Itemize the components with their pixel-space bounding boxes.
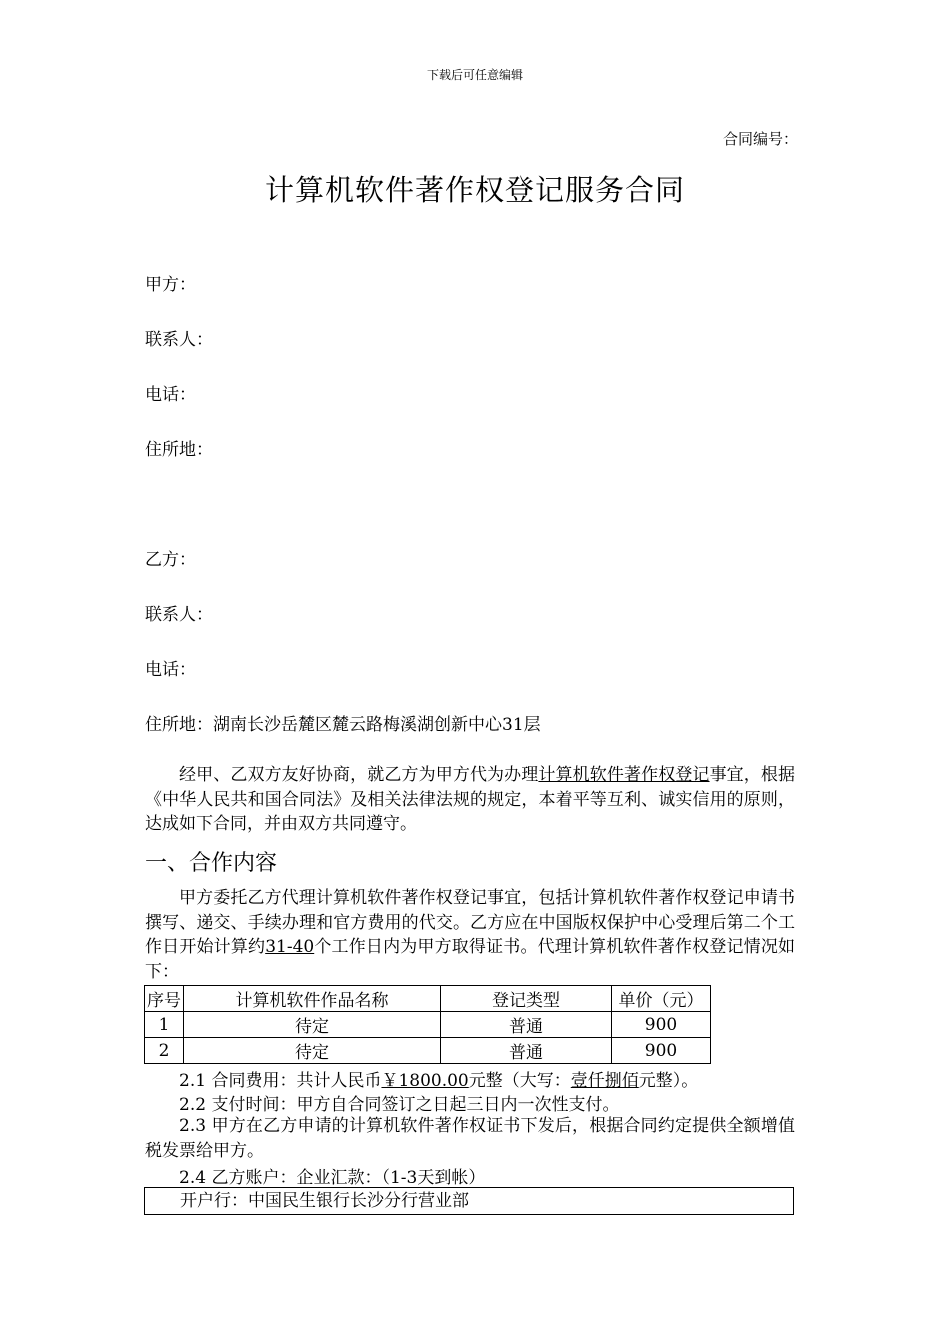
clause-2-4: 2.4 乙方账户：企业汇款：（1-3天到帐） [179,1168,486,1188]
clause-2-1-prefix: 2.1 合同费用：共计人民币 [179,1071,382,1091]
intro-paragraph [145,763,795,837]
party-b-label: 乙方： [145,550,196,570]
document-title: 计算机软件著作权登记服务合同 [264,173,685,207]
clause-2-2: 2.2 支付时间：甲方自合同签订之日起三日内一次性支付。 [179,1095,620,1115]
contract-number-label: 合同编号： [722,130,798,148]
party-a-label: 甲方： [145,275,196,295]
table-cell: 普通 [441,1038,612,1064]
table-cell: 待定 [184,1038,441,1064]
party-b-contact-label: 联系人： [145,605,213,625]
party-b-address-value: 湖南长沙岳麓区麓云路梅溪湖创新中心31层 [213,715,541,735]
table-cell: 普通 [441,1012,612,1038]
party-a-phone-label: 电话： [145,385,196,405]
party-a-address-label: 住所地： [145,440,213,460]
intro-text-before: 经甲、乙双方友好协商，就乙方为甲方代为办理 [179,765,539,785]
table-cell: 1 [145,1012,184,1038]
party-b-address [145,710,541,735]
party-b-phone-label: 电话： [145,660,196,680]
section-1-text-before: 甲方委托乙方代理计算机软件著作权登记事宜，包括计算机软件著作权登记申请书撰写、递交、手续办理和官方费用的代交。乙方应在中国版权保护中心受理后第二个工作日开始计算约 [145,888,795,957]
table-header-cell: 单价（元） [612,986,711,1012]
table-row [145,1038,711,1064]
section-1-paragraph [145,886,795,984]
header-note: 下载后可任意编辑 [426,68,523,82]
clause-2-1-suffix: 元整）。 [638,1071,699,1091]
registration-table [144,985,711,1064]
clause-2-1-mid: 元整（大写： [468,1071,571,1091]
bank-info-box [144,1187,794,1215]
table-row [145,1012,711,1038]
table-cell: 900 [612,1012,711,1038]
section-1-heading: 一、合作内容 [145,851,278,876]
party-b-address-label: 住所地： [145,715,213,735]
intro-text-after: 事宜，根据《中华人民共和国合同法》及相关法律法规的规定，本着平等互利、诚实信用的原则，达成如下合同，并由双方共同遵守。 [145,765,796,834]
table-header-cell: 序号 [145,986,184,1012]
table-cell: 900 [612,1038,711,1064]
clause-2-1-amount: ￥1800.00 [381,1071,469,1091]
clause-2-1 [145,1066,698,1091]
section-1-text-after: 个工作日内为甲方取得证书。代理计算机软件著作权登记情况如下： [145,937,796,982]
table-cell: 2 [145,1038,184,1064]
table-header-cell: 登记类型 [441,986,612,1012]
table-header-cell: 计算机软件作品名称 [184,986,441,1012]
clause-2-3: 2.3 甲方在乙方申请的计算机软件著作权证书下发后，根据合同约定提供全额增值税发票给甲方。 [145,1116,795,1161]
clause-2-1-upper-amount: 壹仟捌佰 [570,1071,639,1091]
party-a-contact-label: 联系人： [145,330,213,350]
table-cell: 待定 [184,1012,441,1038]
table-header-row [145,986,711,1012]
bank-line: 开户行：中国民生银行长沙分行营业部 [180,1191,469,1211]
intro-underlined: 计算机软件著作权登记 [538,765,710,785]
section-1-underlined: 31-40 [265,937,315,957]
